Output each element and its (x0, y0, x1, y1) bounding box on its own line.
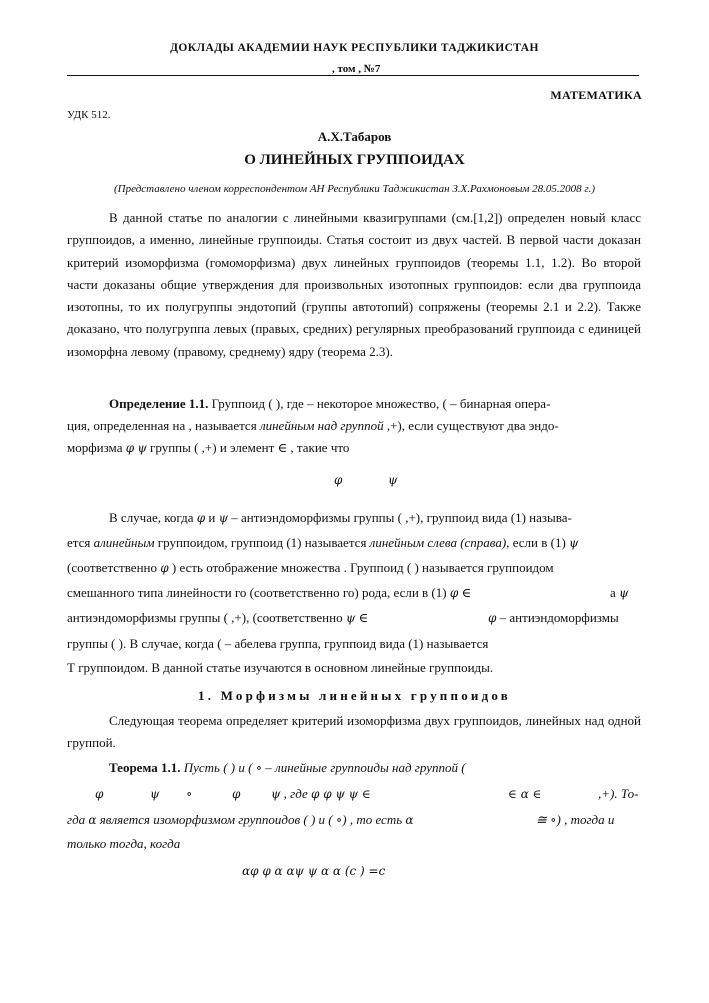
journal-issue: , том , №7 (332, 63, 381, 75)
case-line-3: (соответственно φ ) есть отображение множества . Группоид ( ) называется группоидом (67, 560, 554, 575)
section-intro-paragraph: Следующая теорема определяет критерий изоморфизма двух группоидов, линейных над одной группой. (67, 713, 641, 751)
phi-symbol: φ (125, 441, 135, 455)
definition-line-3: морфизма φ ψ группы ( ,+) и элемент ∈ , такие что (67, 440, 350, 455)
theorem-label: Теорема 1.1. (109, 760, 181, 775)
theorem-line-2-phi2: φ (232, 787, 241, 801)
definition-line-1: Определение 1.1. Группоид ( ), где – некоторое множество, ( – бинарная опера- (109, 396, 551, 411)
section-heading: 1. Морфизмы линейных группоидов (198, 688, 511, 703)
section-label: МАТЕМАТИКА (550, 88, 642, 102)
case-line-2: ется алинейным группоидом, группоид (1) называется линейным слева (справа), если в (1) ψ (67, 535, 579, 550)
theorem-line-2-tail: ∈ α ∈ (508, 787, 542, 801)
definition-label: Определение 1.1. (109, 396, 209, 411)
theorem-line-2-phi: φ (95, 787, 104, 801)
theorem-line-2-psi: ψ (150, 787, 160, 801)
theorem-line-2-end: ,+). То- (598, 786, 639, 801)
definition-formula-psi: ψ (388, 473, 398, 487)
header-rule (67, 75, 639, 76)
case-line-6: группы ( ). В случае, когда ( – абелева группа, группоид вида (1) называется (67, 636, 489, 651)
psi-symbol: ψ (137, 441, 147, 455)
case-line-4: смешанного типа линейности го (соответственно го) рода, если в (1) φ ∈ (67, 585, 472, 600)
definition-line-2: ция, определенная на , называется линейным над группой ,+), если существуют два эндо- (67, 418, 559, 433)
presented-note: (Представлено членом корреспондентом АН Республики Таджикистан З.Х.Рахмоновым 28.05.2008 г.) (114, 183, 595, 195)
theorem-line-3-tail: ≅ ∘) , тогда и (536, 812, 615, 827)
journal-title: ДОКЛАДЫ АКАДЕМИИ НАУК РЕСПУБЛИКИ ТАДЖИКИСТАН (170, 42, 539, 54)
case-line-4-tail: а ψ (610, 585, 629, 600)
udk-code: УДК 512. (67, 109, 111, 121)
author-name: А.Х.Табаров (317, 129, 392, 144)
case-line-1: В случае, когда φ и ψ – антиэндоморфизмы группы ( ,+), группоид вида (1) называ- (109, 510, 572, 525)
theorem-line-2-circ: ∘ (186, 786, 193, 801)
definition-formula-phi: φ (334, 473, 343, 487)
theorem-line-1: Теорема 1.1. Пусть ( ) и ( ∘ – линейные группоиды над группой ( (109, 760, 466, 775)
case-line-7: Т группоидом. В данной статье изучаются в основном линейные группоиды. (67, 660, 494, 675)
theorem-line-2-mid: ψ , где φ φ ψ ψ ∈ (271, 786, 371, 801)
case-line-5: антиэндоморфизмы группы ( ,+), (соответственно ψ ∈ (67, 610, 369, 625)
theorem-line-3: гда α является изоморфизмом группоидов ( ) и ( ∘) , то есть α (67, 812, 414, 827)
intro-paragraph: В данной статье по аналогии с линейными квазигруппами (см.[1,2]) определен новый класс группоидов, а именно, линейные группоиды. Статья состоит из двух частей. В первой части доказан критерий изоморфизма (гомоморфизма) двух линейных группоидов (теоремы 1.1, 1.2). Во второй части доказаны общие утверждения для произвольных изотопных группоидов: если два группоида изотопны, то их полугруппы эндотопий (группы автотопий) сопряжены (теоремы 2.1 и 2.2). Также доказано, что полугруппа левых (правых, средних) регулярных преобразований группоида с единицей изоморфна левому (правому, среднему) ядру (теорема 2.3). (67, 210, 641, 359)
case-line-5-tail: φ – антиэндоморфизмы (488, 610, 619, 625)
theorem-formula: αφ φ α αψ ψ α α (c ) =c (242, 864, 386, 878)
paper-title: О ЛИНЕЙНЫХ ГРУППОИДАХ (244, 152, 465, 168)
theorem-line-4: только тогда, когда (67, 836, 181, 851)
